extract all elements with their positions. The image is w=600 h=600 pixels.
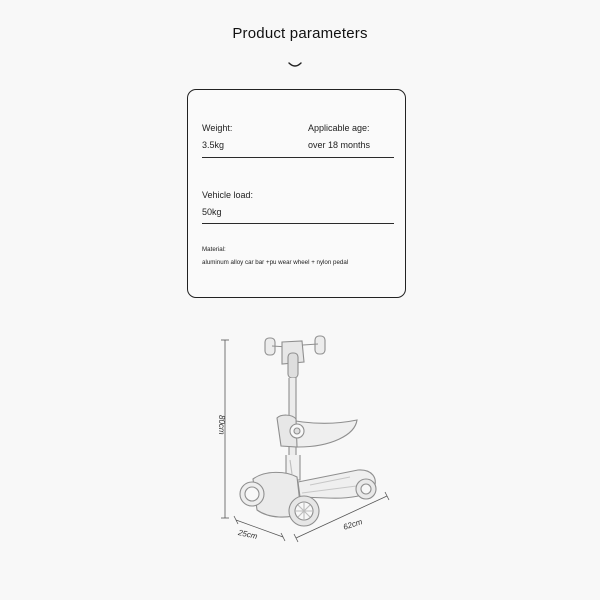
length-dimension: 62cm: [342, 517, 364, 532]
weight-value: 3.5kg: [202, 140, 225, 150]
page-title: Product parameters: [232, 25, 368, 42]
age-value: over 18 months: [308, 140, 371, 150]
width-dimension: 25cm: [237, 528, 259, 541]
material-label: Material:: [202, 246, 226, 253]
height-dimension: 80cm: [217, 415, 226, 435]
weight-label: Weight:: [202, 123, 233, 133]
load-value: 50kg: [202, 207, 222, 217]
load-label: Vehicle load:: [202, 190, 254, 200]
age-label: Applicable age:: [308, 123, 370, 133]
material-value: aluminum alloy car bar +pu wear wheel + nylon pedal: [202, 259, 349, 266]
